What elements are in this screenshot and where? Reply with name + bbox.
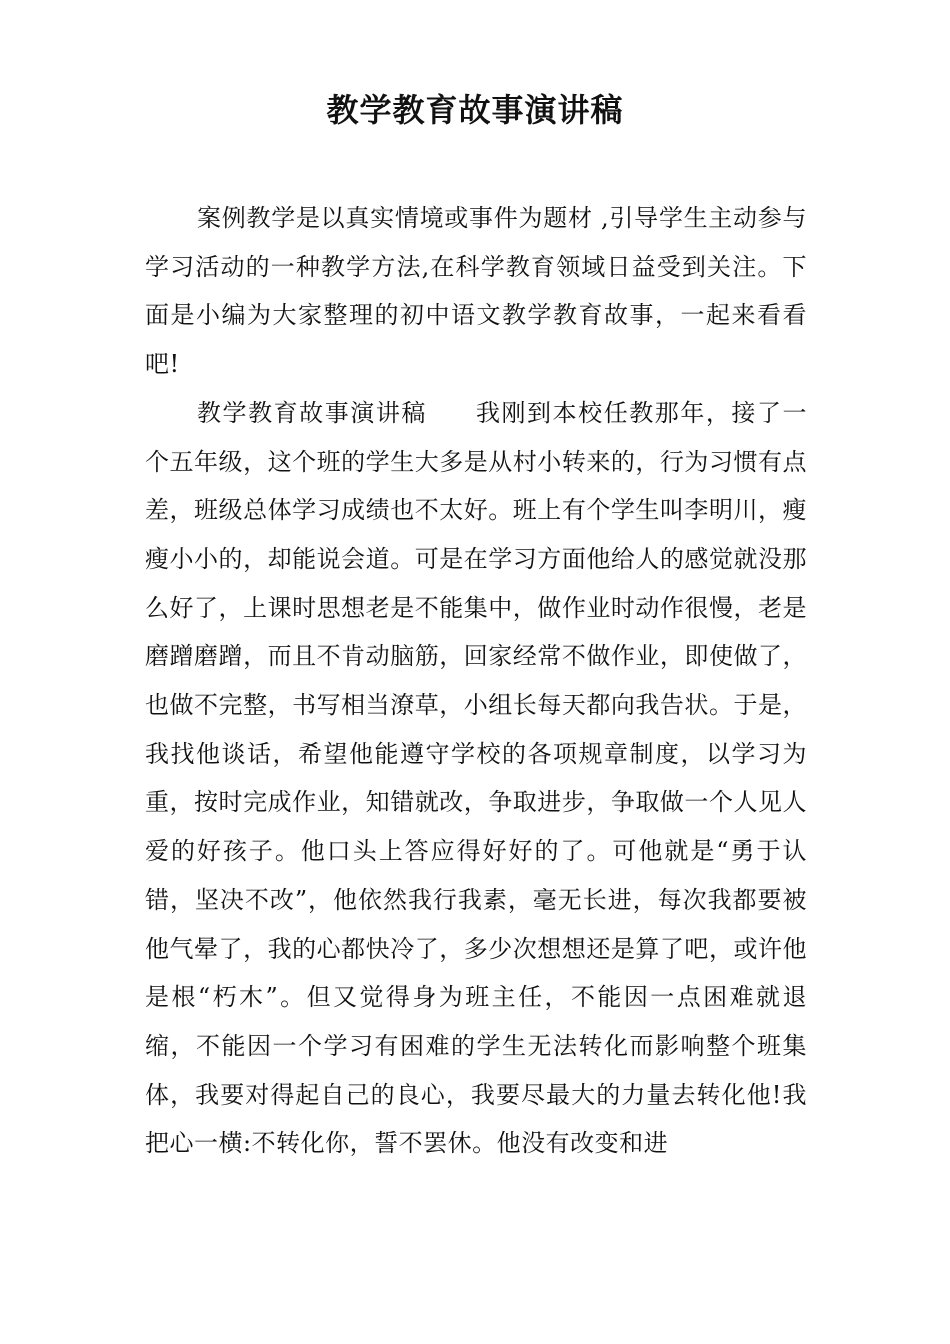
- document-title: 教学教育故事演讲稿: [326, 91, 624, 129]
- intro-paragraph: [145, 194, 807, 389]
- story-paragraph: [145, 389, 807, 1168]
- document-body: [145, 194, 807, 1168]
- story-inline-heading: 教学教育故事演讲稿: [197, 398, 427, 427]
- intro-paragraph-text: 案例教学是以真实情境或事件为题材 ,引导学生主动参与学习活动的一种教学方法,在科学教育领域日益受到关注。下面是小编为大家整理的初中语文教学教育故事，一起来看看吧!: [145, 204, 807, 379]
- story-paragraph-text: 我刚到本校任教那年，接了一个五年级，这个班的学生大多是从村小转来的，行为习惯有点差，班级总体学习成绩也不太好。班上有个学生叫李明川，瘦瘦小小的，却能说会道。可是在学习方面他给人的感觉就没那么好了，上课时思想老是不能集中，做作业时动作很慢，老是磨蹭磨蹭，而且不肯动脑筋，回家经常不做作业，即使做了，也做不完整，书写相当潦草，小组长每天都向我告状。于是，我找他谈话，希望他能遵守学校的各项规章制度，以学习为重，按时完成作业，知错就改，争取进步，争取做一个人见人爱的好孩子。他口头上答应得好好的了。可他就是“勇于认错，坚决不改”，他依然我行我素，毫无长进，每次我都要被他气晕了，我的心都快冷了，多少次想想还是算了吧，或许他是根“朽木”。但又觉得身为班主任，不能因一点困难就退缩，不能因一个学习有困难的学生无法转化而影响整个班集体，我要对得起自己的良心，我要尽最大的力量去转化他!我把心一横:不转化你，誓不罢休。他没有改变和进: [145, 398, 808, 1158]
